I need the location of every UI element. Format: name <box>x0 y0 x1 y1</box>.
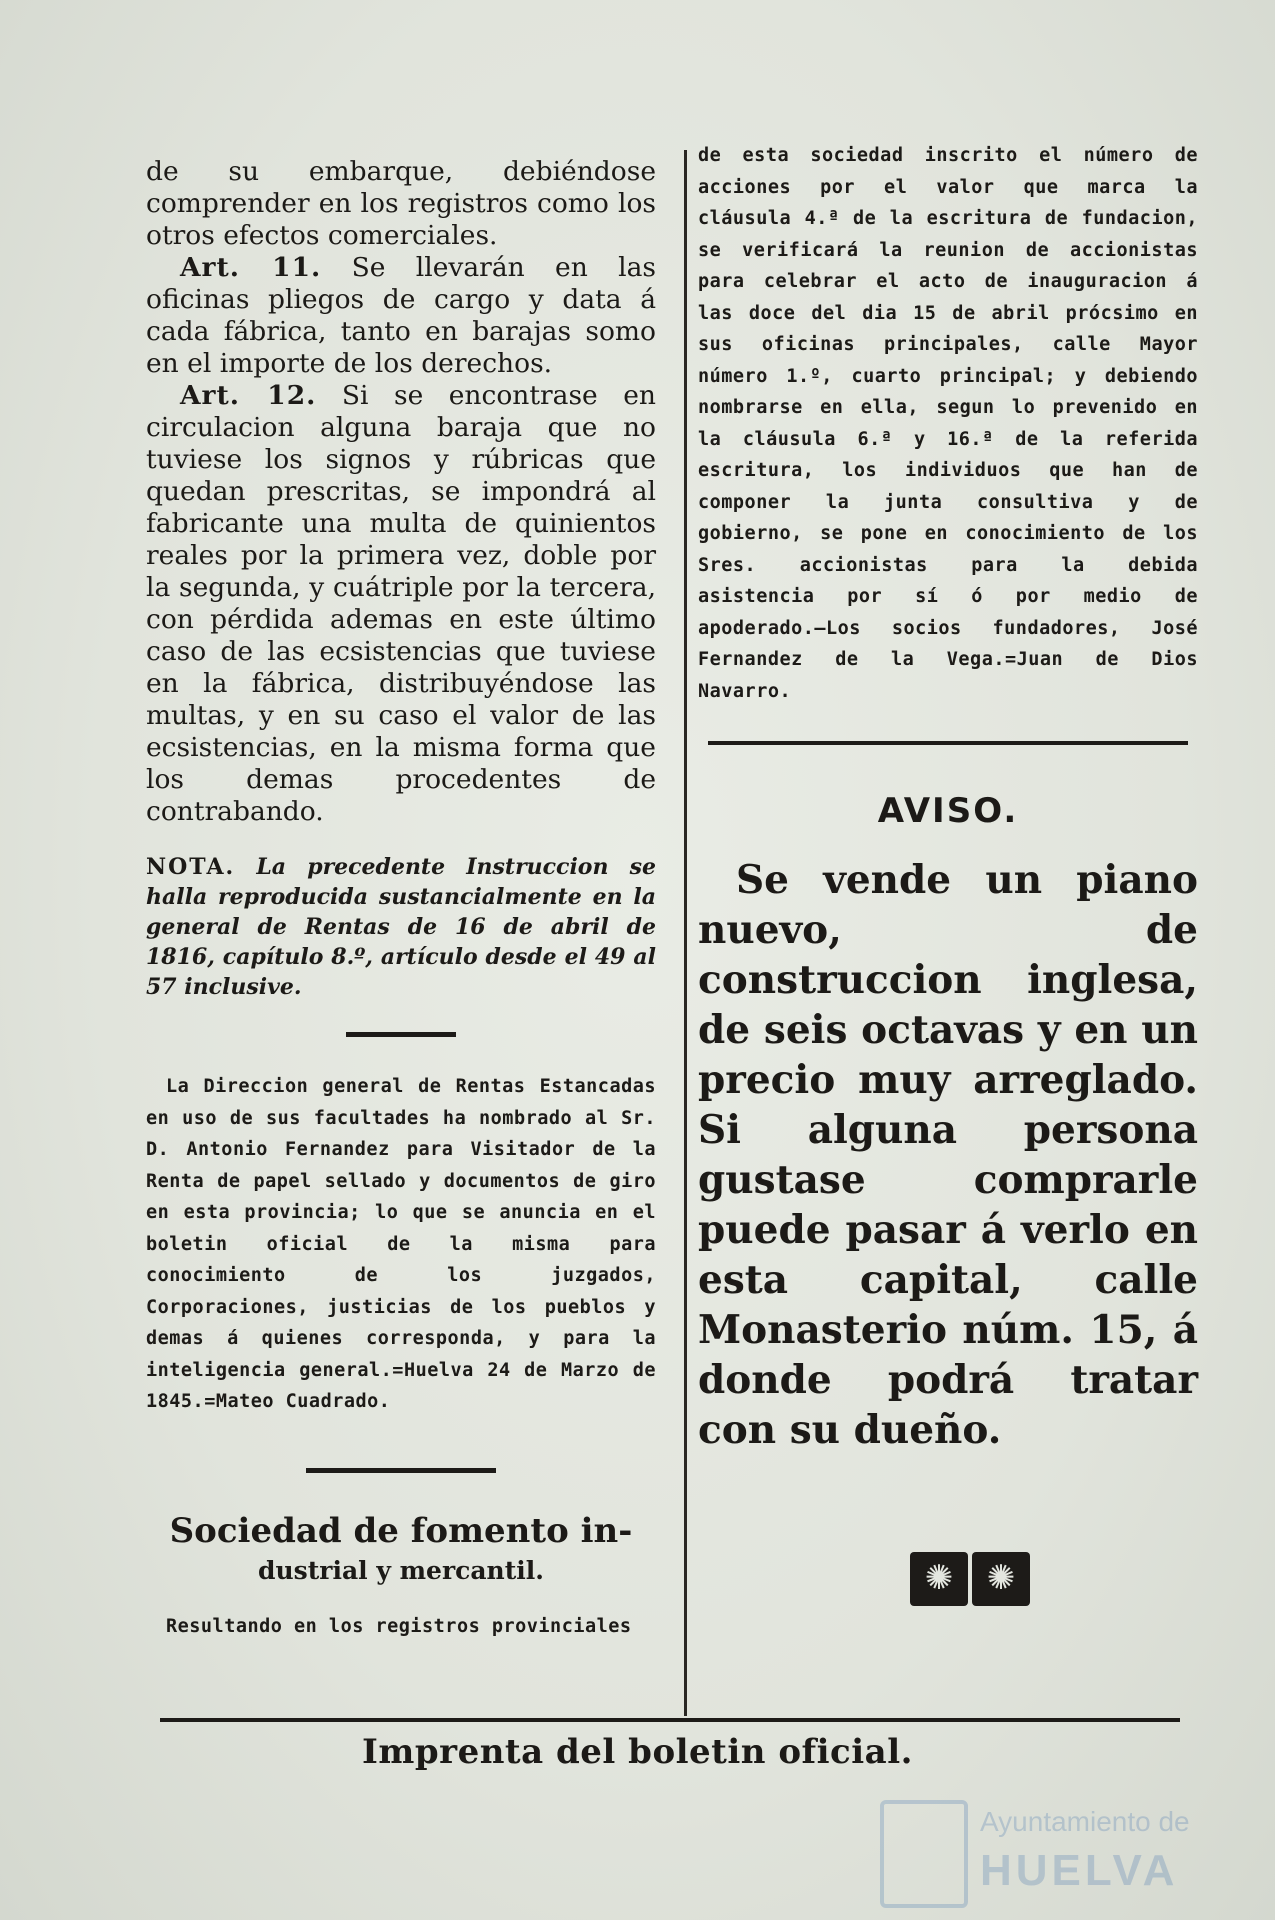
aviso-body <box>698 855 1198 1455</box>
nota-block <box>146 852 656 1002</box>
right-column <box>698 140 1198 1455</box>
article-12-label: Art. 12. <box>180 380 317 411</box>
continuation-paragraph: de su embarque, debiéndose comprender en los registros como los otros efectos comerciales. <box>146 156 656 251</box>
footer-rule <box>160 1718 1180 1722</box>
watermark-line1: Ayuntamiento de <box>980 1806 1190 1837</box>
nota-label: NOTA. <box>146 854 236 880</box>
article-12 <box>146 380 656 828</box>
sociedad-start-block <box>146 1611 656 1643</box>
nota-text: La precedente Instruccion se halla reproducida sustancialmente en la general de Rentas de 16 de abril de 1816, capítulo 8.º, artículo desde el 49 al 57 inclusive. <box>146 854 656 1000</box>
article-11-label: Art. 11. <box>180 252 322 283</box>
section-divider <box>346 1032 456 1037</box>
sociedad-heading-block <box>146 1509 656 1589</box>
ornament-icon <box>910 1552 968 1606</box>
printer-ornament <box>910 1552 1030 1606</box>
aviso-text: Se vende un piano nuevo, de construccion inglesa, de seis octavas y en un precio muy arreglado. Si alguna persona gustase comprarle puede pasar á verlo en esta capital, calle Monasterio núm. 15, á donde podrá tratar con su dueño. <box>698 857 1198 1453</box>
column-divider <box>684 150 687 1716</box>
left-body-text <box>146 156 656 828</box>
direccion-notice-block <box>146 1071 656 1418</box>
watermark-line2: HUELVA <box>980 1846 1179 1895</box>
article-11 <box>146 252 656 380</box>
sociedad-start: Resultando en los registros provinciales <box>166 1615 632 1637</box>
sociedad-title: Sociedad de fomento in- <box>169 1510 633 1551</box>
sociedad-subtitle: dustrial y mercantil. <box>258 1555 544 1585</box>
left-column <box>146 156 656 1642</box>
ornament-icon <box>972 1552 1030 1606</box>
aviso-title: AVISO. <box>877 791 1019 831</box>
section-divider <box>306 1468 496 1473</box>
article-11-text: Se llevarán en las oficinas pliegos de cargo y data á cada fábrica, tanto en barajas somo en el importe de los derechos. <box>146 252 656 379</box>
aviso-block <box>698 791 1198 1455</box>
article-12-text: Si se encontrase en circulacion alguna baraja que no tuviese los signos y rúbricas que quedan prescritas, se impondrá al fabricante una multa de quinientos reales por la primera vez, doble por la segunda, y cuátriple por la tercera, con pérdida ademas en este último caso de las ecsistencias que tuviese en la fábrica, distribuyéndose las multas, y en su caso el valor de las ecsistencias, en la misma forma que los demas procedentes de contrabando. <box>146 380 656 827</box>
section-divider <box>708 741 1188 745</box>
direccion-notice: La Direccion general de Rentas Estancadas en uso de sus facultades ha nombrado al Sr. D. Antonio Fernandez para Visitador de la Renta de papel sellado y documentos de giro en esta provincia; lo que se anuncia en el boletin oficial de la misma para conocimiento de los juzgados, Corporaciones, justicias de los pueblos y demas á quienes corresponda, y para la inteligencia general.=Huelva 24 de Marzo de 1845.=Mateo Cuadrado. <box>146 1076 656 1412</box>
archive-watermark <box>880 1800 1210 1900</box>
city-logo-icon <box>880 1800 968 1908</box>
footer-imprint: Imprenta del boletin oficial. <box>362 1732 913 1772</box>
sociedad-continuation: de esta sociedad inscrito el número de acciones por el valor que marca la cláusula 4.ª de la escritura de fundacion, se verificará la reunion de accionistas para celebrar el acto de inauguracion á las doce del dia 15 de abril prócsimo en sus oficinas principales, calle Mayor número 1.º, cuarto principal; y debiendo nombrarse en ella, segun lo prevenido en la cláusula 6.ª y 16.ª de la referida escritura, los individuos que han de componer la junta consultiva y de gobierno, se pone en conocimiento de los Sres. accionistas para la debida asistencia por sí ó por medio de apoderado.—Los socios fundadores, José Fernandez de la Vega.=Juan de Dios Navarro. <box>698 145 1198 702</box>
sociedad-continuation-block <box>698 140 1198 707</box>
